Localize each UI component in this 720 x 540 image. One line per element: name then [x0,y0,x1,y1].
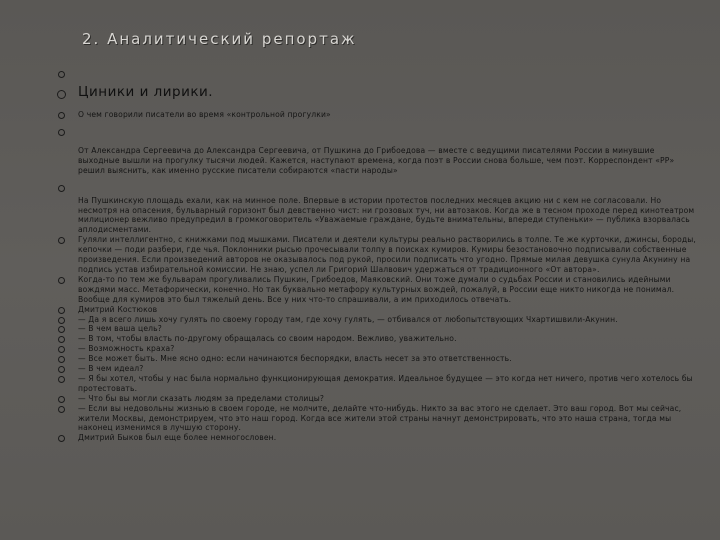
article-heading: Циники и лирики. [78,84,214,100]
bullet-icon [58,185,65,192]
article-heading-row [46,84,698,100]
paragraph-text: Гуляли интеллигентно, с книжками под мышками. Писатели и деятели культуры реально растворились в толпе. Те же курточки, джинсы, бороды, кепочки — поди разбери, где чья. Поклонники рысью прочесывали толпу в поисках кумиров. Кумиры безостановочно подписывали собственные произведения. Если произведений авторов не оказывалось под рукой, просили подписать что угодно. Прямые милая девушка сунула Акунину на подпись устав избирательной комиссии. Не знаю, успел ли Григорий Шалвович удержаться от традиционного «От автора». [78,235,696,274]
paragraph-text: — Я бы хотел, чтобы у нас была нормально функционирующая демократия. Идеальное будущее — это когда нет ничего, против чего хотелось бы протестовать. [78,373,693,393]
paragraph-text: — Все может быть. Мне ясно одно: если начинаются беспорядки, власть несет за это ответственность. [78,354,512,364]
paragraph-text: Когда-то по тем же бульварам прогуливались Пушкин, Грибоедов, Маяковский. Они тоже думали о судьбах России и становились идейными вождями масс. Метафорически, конечно. Но так буквально метафору культурных вождей, пожалуй, в России еще никто никогда не понимал. Вообще для кумиров это был тяжелый день. Все у них что-то спрашивали, а им приходилось отвечать. [78,274,675,304]
bullet-icon [58,366,65,373]
bullet-icon [58,356,65,363]
paragraph [46,433,698,443]
bullet-icon [58,112,65,119]
bullet-icon [58,129,65,136]
empty-bullet [46,126,698,140]
subheading-row [46,110,698,120]
bullet-icon [57,90,66,99]
empty-bullet [46,182,698,196]
paragraph [46,354,698,364]
paragraph-text: — Возможность краха? [78,344,175,354]
bullet-icon [58,406,65,413]
paragraph-text: На Пушкинскую площадь ехали, как на минное поле. Впервые в истории протестов последних месяцев акцию ни с кем не согласовали. Но несмотря на опасения, бульварный горизонт был девственно чист: ни грозовых туч, ни автозаков. Когда же в тесном проходе перед кинотеатром милиционер вежливо предупредил в громкоговоритель «Уважаемые граждане, будьте внимательны, впереди ступеньки» — публика взорвалась аплодисментами. [78,195,695,235]
paragraph-text: — В том, чтобы власть по-другому обращалась со своим народом. Вежливо, уважительно. [78,334,457,344]
paragraph [46,344,698,354]
lead-paragraph [46,146,698,176]
paragraph [46,315,698,325]
article-subheading: О чем говорили писатели во время «контрольной прогулки» [78,110,331,119]
paragraph [46,374,698,394]
paragraph-text: Дмитрий Быков был еще более немногословен. [78,433,277,443]
paragraph-text: — Что бы вы могли сказать людям за пределами столицы? [78,393,325,403]
bullet-icon [58,307,65,314]
paragraph [46,334,698,344]
paragraph [46,305,698,315]
slide-content [46,68,698,443]
bullet-icon [58,237,65,244]
paragraph [46,404,698,434]
bullet-icon [58,317,65,324]
paragraph-text: — В чем ваша цель? [78,324,162,334]
paragraph [46,394,698,404]
paragraph [46,275,698,305]
empty-bullet [46,68,698,82]
bullet-icon [58,376,65,383]
paragraph-text: — Если вы недовольны жизнью в своем городе, не молчите, делайте что-нибудь. Никто за вас этого не сделает. Это ваш город. Вот мы сейчас, жители Москвы, демонстрируем, что это наш город. Когда все жители этой страны начнут демонстрировать, что это наша страна, тогда мы наконец изменимся в лучшую сторону. [78,403,682,433]
bullet-icon [58,326,65,333]
lead-text: От Александра Сергеевича до Александра Сергеевича, от Пушкина до Грибоедова — вместе с ведущими писателями России в минувшие выходные вышли на прогулку тысячи людей. Кажется, наступают времена, когда поэт в России снова больше, чем поэт. Корреспондент «РР» решил выяснить, как именно русские писатели собираются «пасти народы» [78,145,675,175]
paragraph-author: Дмитрий Костюков [78,304,158,314]
bullet-icon [58,277,65,284]
paragraph [46,235,698,275]
paragraph-text: — Да я всего лишь хочу гулять по своему городу там, где хочу гулять, — отбивался от любопытствующих Чхартишвили-Акунин. [78,314,618,324]
bullet-icon [58,346,65,353]
paragraph [46,364,698,374]
bullet-icon [58,71,65,78]
bullet-icon [58,435,65,442]
bullet-icon [58,396,65,403]
paragraph [46,196,698,236]
paragraph-text: — В чем идеал? [78,364,144,374]
slide-title: 2. Аналитический репортаж [82,30,357,48]
bullet-icon [58,336,65,343]
paragraph [46,324,698,334]
